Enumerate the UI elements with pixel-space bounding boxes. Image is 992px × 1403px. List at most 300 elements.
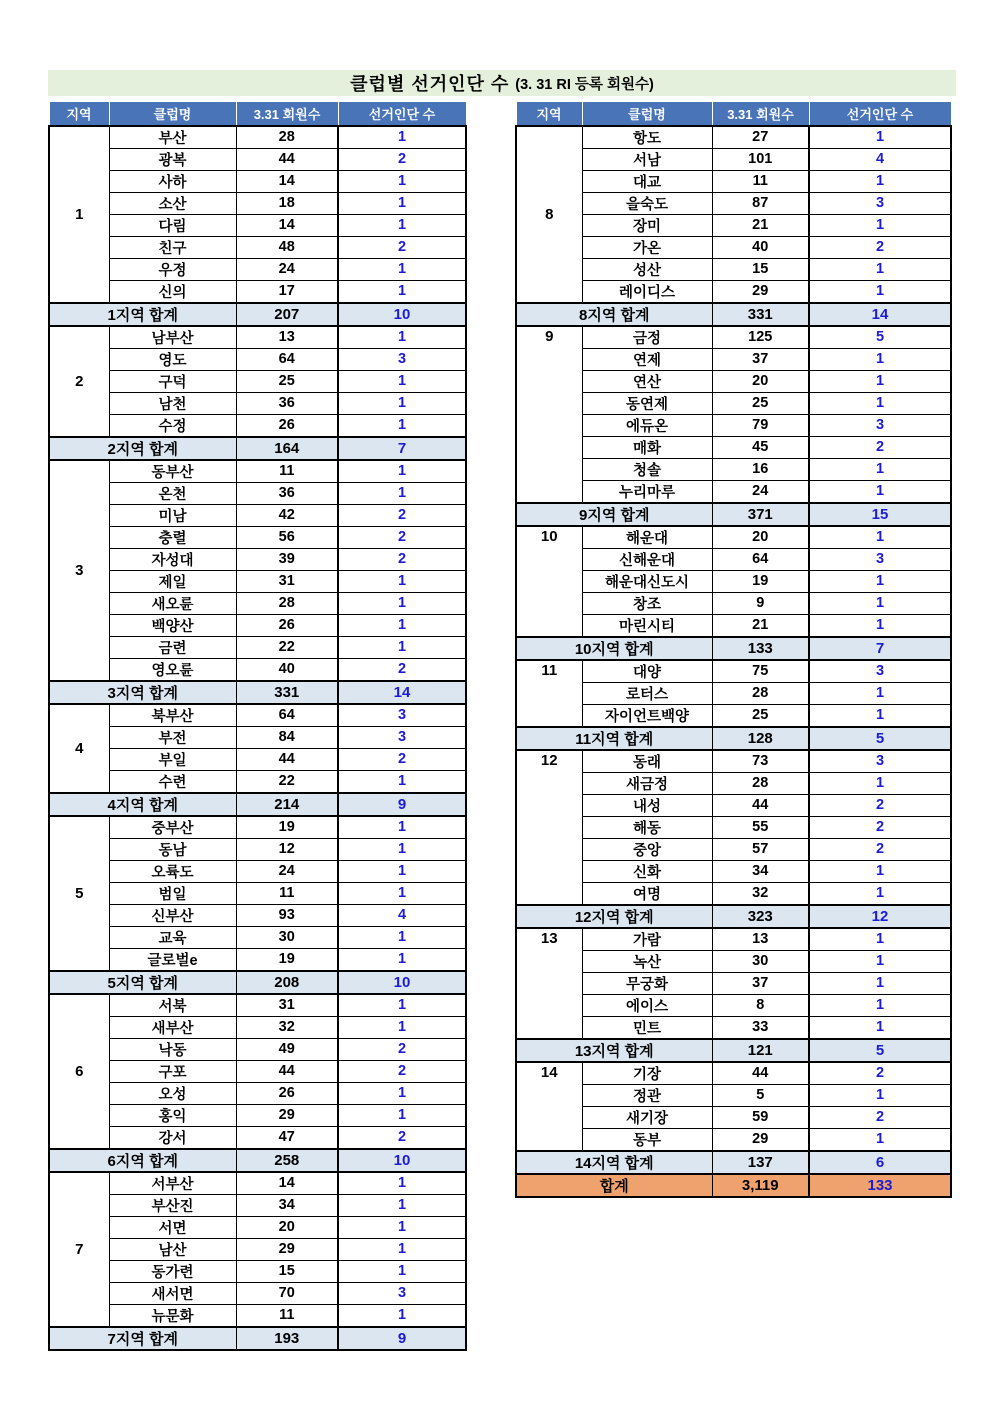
club-name-cell: 백양산 bbox=[109, 614, 236, 636]
club-row bbox=[49, 126, 466, 149]
members-cell: 84 bbox=[236, 726, 338, 748]
electors-cell: 1 bbox=[338, 170, 466, 192]
club-name-cell: 창조 bbox=[582, 592, 712, 614]
electors-cell: 1 bbox=[338, 770, 466, 793]
subtotal-members-cell: 331 bbox=[712, 303, 809, 326]
region-cell: 2 bbox=[49, 326, 109, 437]
club-row bbox=[49, 348, 466, 370]
region-cell: 4 bbox=[49, 704, 109, 793]
subtotal-members-cell: 323 bbox=[712, 905, 809, 928]
members-cell: 30 bbox=[236, 926, 338, 948]
electors-cell: 4 bbox=[338, 904, 466, 926]
club-name-cell: 강서 bbox=[109, 1126, 236, 1149]
club-row bbox=[516, 1016, 951, 1039]
members-cell: 34 bbox=[236, 1194, 338, 1216]
members-cell: 33 bbox=[712, 1016, 809, 1039]
club-row bbox=[49, 926, 466, 948]
club-name-cell: 누리마루 bbox=[582, 480, 712, 503]
subtotal-label-cell: 10지역 합계 bbox=[516, 637, 712, 660]
subtotal-members-cell: 207 bbox=[236, 303, 338, 326]
electors-cell: 1 bbox=[338, 126, 466, 149]
club-name-cell: 다림 bbox=[109, 214, 236, 236]
members-cell: 32 bbox=[236, 1016, 338, 1038]
club-name-cell: 남천 bbox=[109, 392, 236, 414]
members-cell: 22 bbox=[236, 636, 338, 658]
electors-cell: 1 bbox=[809, 348, 951, 370]
club-name-cell: 부산진 bbox=[109, 1194, 236, 1216]
club-name-cell: 신해운대 bbox=[582, 548, 712, 570]
club-row bbox=[49, 170, 466, 192]
region-cell: 6 bbox=[49, 994, 109, 1149]
club-name-cell: 서면 bbox=[109, 1216, 236, 1238]
members-cell: 24 bbox=[236, 258, 338, 280]
club-row bbox=[516, 816, 951, 838]
club-name-cell: 가온 bbox=[582, 236, 712, 258]
club-row bbox=[49, 1016, 466, 1038]
members-cell: 22 bbox=[236, 770, 338, 793]
electors-cell: 1 bbox=[338, 460, 466, 483]
club-row bbox=[516, 326, 951, 349]
club-name-cell: 글로벌e bbox=[109, 948, 236, 971]
electors-cell: 2 bbox=[809, 838, 951, 860]
club-row bbox=[516, 392, 951, 414]
electors-cell: 2 bbox=[809, 1062, 951, 1085]
members-cell: 47 bbox=[236, 1126, 338, 1149]
club-row bbox=[49, 1060, 466, 1082]
club-name-cell: 제일 bbox=[109, 570, 236, 592]
electors-cell: 4 bbox=[809, 148, 951, 170]
club-name-cell: 내성 bbox=[582, 794, 712, 816]
club-row bbox=[516, 750, 951, 773]
members-cell: 11 bbox=[236, 882, 338, 904]
electors-cell: 1 bbox=[338, 370, 466, 392]
club-name-cell: 온천 bbox=[109, 482, 236, 504]
electors-cell: 1 bbox=[338, 414, 466, 437]
electors-cell: 2 bbox=[338, 504, 466, 526]
club-row bbox=[516, 214, 951, 236]
title-main: 클럽별 선거인단 수 bbox=[350, 74, 510, 94]
members-cell: 34 bbox=[712, 860, 809, 882]
subtotal-electors-cell: 10 bbox=[338, 971, 466, 994]
club-name-cell: 부산 bbox=[109, 126, 236, 149]
club-row bbox=[516, 660, 951, 683]
members-cell: 24 bbox=[236, 860, 338, 882]
members-cell: 11 bbox=[236, 1304, 338, 1327]
header-members: 3.31 회원수 bbox=[236, 102, 338, 126]
members-cell: 40 bbox=[236, 658, 338, 681]
club-name-cell: 동래 bbox=[582, 750, 712, 773]
club-row bbox=[516, 682, 951, 704]
club-row bbox=[49, 994, 466, 1017]
subtotal-members-cell: 208 bbox=[236, 971, 338, 994]
members-cell: 44 bbox=[236, 1060, 338, 1082]
club-row bbox=[49, 192, 466, 214]
club-name-cell: 청솔 bbox=[582, 458, 712, 480]
members-cell: 70 bbox=[236, 1282, 338, 1304]
subtotal-row bbox=[516, 905, 951, 928]
electors-cell: 1 bbox=[338, 192, 466, 214]
electors-cell: 2 bbox=[809, 236, 951, 258]
subtotal-row bbox=[49, 437, 466, 460]
members-cell: 49 bbox=[236, 1038, 338, 1060]
club-row bbox=[516, 570, 951, 592]
club-name-cell: 항도 bbox=[582, 126, 712, 149]
club-name-cell: 성산 bbox=[582, 258, 712, 280]
electors-cell: 1 bbox=[809, 480, 951, 503]
electors-cell: 1 bbox=[338, 1104, 466, 1126]
header-club: 클럽명 bbox=[582, 102, 712, 126]
members-cell: 44 bbox=[712, 1062, 809, 1085]
club-table-left bbox=[48, 101, 467, 1351]
club-name-cell: 대교 bbox=[582, 170, 712, 192]
page-title bbox=[48, 70, 956, 96]
electors-cell: 2 bbox=[338, 148, 466, 170]
subtotal-row bbox=[49, 1149, 466, 1172]
club-name-cell: 가람 bbox=[582, 928, 712, 951]
club-row bbox=[516, 170, 951, 192]
members-cell: 15 bbox=[236, 1260, 338, 1282]
club-row bbox=[49, 526, 466, 548]
subtotal-electors-cell: 9 bbox=[338, 793, 466, 816]
electors-cell: 2 bbox=[809, 794, 951, 816]
subtotal-row bbox=[516, 303, 951, 326]
members-cell: 26 bbox=[236, 1082, 338, 1104]
club-name-cell: 동연제 bbox=[582, 392, 712, 414]
members-cell: 13 bbox=[712, 928, 809, 951]
electors-cell: 1 bbox=[338, 392, 466, 414]
electors-cell: 1 bbox=[809, 280, 951, 303]
electors-cell: 1 bbox=[809, 258, 951, 280]
subtotal-label-cell: 14지역 합계 bbox=[516, 1151, 712, 1174]
subtotal-members-cell: 121 bbox=[712, 1039, 809, 1062]
club-name-cell: 영도 bbox=[109, 348, 236, 370]
electors-cell: 3 bbox=[338, 726, 466, 748]
club-row bbox=[49, 614, 466, 636]
club-name-cell: 새금정 bbox=[582, 772, 712, 794]
club-row bbox=[49, 1260, 466, 1282]
members-cell: 21 bbox=[712, 214, 809, 236]
electors-cell: 5 bbox=[809, 326, 951, 349]
members-cell: 36 bbox=[236, 482, 338, 504]
club-name-cell: 마린시티 bbox=[582, 614, 712, 637]
club-row bbox=[516, 458, 951, 480]
club-name-cell: 새오륜 bbox=[109, 592, 236, 614]
electors-cell: 1 bbox=[338, 838, 466, 860]
club-row bbox=[49, 816, 466, 839]
club-row bbox=[49, 770, 466, 793]
electors-cell: 1 bbox=[809, 950, 951, 972]
club-name-cell: 을숙도 bbox=[582, 192, 712, 214]
subtotal-electors-cell: 12 bbox=[809, 905, 951, 928]
electors-cell: 1 bbox=[338, 1172, 466, 1195]
header-region: 지역 bbox=[49, 102, 109, 126]
club-row bbox=[516, 414, 951, 436]
electors-cell: 1 bbox=[338, 1260, 466, 1282]
subtotal-electors-cell: 14 bbox=[809, 303, 951, 326]
electors-cell: 1 bbox=[338, 570, 466, 592]
subtotal-row bbox=[49, 681, 466, 704]
club-row bbox=[516, 348, 951, 370]
club-row bbox=[516, 994, 951, 1016]
region-cell: 5 bbox=[49, 816, 109, 971]
members-cell: 36 bbox=[236, 392, 338, 414]
electors-cell: 1 bbox=[338, 994, 466, 1017]
subtotal-members-cell: 133 bbox=[712, 637, 809, 660]
members-cell: 20 bbox=[712, 526, 809, 549]
club-name-cell: 광복 bbox=[109, 148, 236, 170]
subtotal-label-cell: 13지역 합계 bbox=[516, 1039, 712, 1062]
members-cell: 37 bbox=[712, 972, 809, 994]
club-name-cell: 신의 bbox=[109, 280, 236, 303]
subtotal-row bbox=[49, 971, 466, 994]
members-cell: 64 bbox=[236, 704, 338, 727]
club-name-cell: 해동 bbox=[582, 816, 712, 838]
club-row bbox=[516, 592, 951, 614]
club-row bbox=[49, 504, 466, 526]
electors-cell: 1 bbox=[809, 370, 951, 392]
region-cell: 1 bbox=[49, 126, 109, 303]
club-name-cell: 중앙 bbox=[582, 838, 712, 860]
header-electors: 선거인단 수 bbox=[338, 102, 466, 126]
club-row bbox=[516, 1062, 951, 1085]
electors-cell: 1 bbox=[338, 926, 466, 948]
region-cell: 12 bbox=[516, 750, 582, 905]
members-cell: 44 bbox=[712, 794, 809, 816]
members-cell: 44 bbox=[236, 148, 338, 170]
members-cell: 59 bbox=[712, 1106, 809, 1128]
members-cell: 42 bbox=[236, 504, 338, 526]
members-cell: 11 bbox=[236, 460, 338, 483]
members-cell: 31 bbox=[236, 994, 338, 1017]
electors-cell: 1 bbox=[809, 392, 951, 414]
subtotal-row bbox=[516, 503, 951, 526]
members-cell: 25 bbox=[236, 370, 338, 392]
club-row bbox=[49, 1082, 466, 1104]
grand-total-label-cell: 합계 bbox=[516, 1174, 712, 1197]
electors-cell: 1 bbox=[809, 126, 951, 149]
members-cell: 11 bbox=[712, 170, 809, 192]
subtotal-members-cell: 128 bbox=[712, 727, 809, 750]
club-row bbox=[49, 592, 466, 614]
club-name-cell: 낙동 bbox=[109, 1038, 236, 1060]
grand-total-members-cell: 3,119 bbox=[712, 1174, 809, 1197]
electors-cell: 1 bbox=[809, 458, 951, 480]
club-name-cell: 해운대 bbox=[582, 526, 712, 549]
subtotal-electors-cell: 7 bbox=[809, 637, 951, 660]
club-name-cell: 소산 bbox=[109, 192, 236, 214]
electors-cell: 1 bbox=[338, 1016, 466, 1038]
electors-cell: 2 bbox=[809, 1106, 951, 1128]
club-name-cell: 오성 bbox=[109, 1082, 236, 1104]
club-name-cell: 자성대 bbox=[109, 548, 236, 570]
electors-cell: 1 bbox=[338, 258, 466, 280]
club-row bbox=[49, 548, 466, 570]
club-name-cell: 자이언트백양 bbox=[582, 704, 712, 727]
electors-cell: 1 bbox=[338, 592, 466, 614]
members-cell: 17 bbox=[236, 280, 338, 303]
club-row bbox=[49, 236, 466, 258]
members-cell: 28 bbox=[712, 682, 809, 704]
club-name-cell: 친구 bbox=[109, 236, 236, 258]
members-cell: 32 bbox=[712, 882, 809, 905]
members-cell: 48 bbox=[236, 236, 338, 258]
electors-cell: 1 bbox=[338, 636, 466, 658]
electors-cell: 1 bbox=[809, 214, 951, 236]
electors-cell: 1 bbox=[809, 772, 951, 794]
electors-cell: 1 bbox=[338, 1238, 466, 1260]
club-name-cell: 사하 bbox=[109, 170, 236, 192]
subtotal-members-cell: 331 bbox=[236, 681, 338, 704]
subtotal-label-cell: 2지역 합계 bbox=[49, 437, 236, 460]
club-name-cell: 서부산 bbox=[109, 1172, 236, 1195]
club-name-cell: 교육 bbox=[109, 926, 236, 948]
electors-cell: 1 bbox=[809, 972, 951, 994]
club-row bbox=[49, 1172, 466, 1195]
members-cell: 24 bbox=[712, 480, 809, 503]
club-name-cell: 새기장 bbox=[582, 1106, 712, 1128]
members-cell: 29 bbox=[712, 1128, 809, 1151]
club-name-cell: 여명 bbox=[582, 882, 712, 905]
members-cell: 26 bbox=[236, 614, 338, 636]
members-cell: 40 bbox=[712, 236, 809, 258]
electors-cell: 2 bbox=[338, 526, 466, 548]
electors-cell: 1 bbox=[809, 994, 951, 1016]
club-name-cell: 연산 bbox=[582, 370, 712, 392]
club-name-cell: 매화 bbox=[582, 436, 712, 458]
subtotal-row bbox=[516, 1151, 951, 1174]
club-row bbox=[516, 1128, 951, 1151]
members-cell: 30 bbox=[712, 950, 809, 972]
members-cell: 125 bbox=[712, 326, 809, 349]
club-row bbox=[516, 614, 951, 637]
members-cell: 39 bbox=[236, 548, 338, 570]
club-name-cell: 부일 bbox=[109, 748, 236, 770]
club-table-right bbox=[515, 101, 952, 1198]
subtotal-members-cell: 371 bbox=[712, 503, 809, 526]
electors-cell: 3 bbox=[338, 1282, 466, 1304]
club-row bbox=[516, 704, 951, 727]
electors-cell: 3 bbox=[338, 704, 466, 727]
subtotal-electors-cell: 6 bbox=[809, 1151, 951, 1174]
members-cell: 29 bbox=[236, 1238, 338, 1260]
club-name-cell: 장미 bbox=[582, 214, 712, 236]
electors-cell: 3 bbox=[809, 192, 951, 214]
members-cell: 27 bbox=[712, 126, 809, 149]
region-cell: 8 bbox=[516, 126, 582, 303]
members-cell: 101 bbox=[712, 148, 809, 170]
header-region: 지역 bbox=[516, 102, 582, 126]
electors-cell: 2 bbox=[809, 436, 951, 458]
electors-cell: 1 bbox=[338, 860, 466, 882]
club-name-cell: 동남 bbox=[109, 838, 236, 860]
electors-cell: 1 bbox=[809, 682, 951, 704]
subtotal-label-cell: 5지역 합계 bbox=[49, 971, 236, 994]
electors-cell: 3 bbox=[809, 750, 951, 773]
club-name-cell: 무궁화 bbox=[582, 972, 712, 994]
club-row bbox=[516, 1084, 951, 1106]
club-name-cell: 대양 bbox=[582, 660, 712, 683]
club-row bbox=[516, 236, 951, 258]
header-row bbox=[49, 102, 466, 126]
header-electors: 선거인단 수 bbox=[809, 102, 951, 126]
club-row bbox=[49, 482, 466, 504]
club-row bbox=[49, 748, 466, 770]
club-row bbox=[49, 392, 466, 414]
electors-cell: 1 bbox=[809, 614, 951, 637]
members-cell: 45 bbox=[712, 436, 809, 458]
electors-cell: 1 bbox=[338, 1082, 466, 1104]
club-name-cell: 홍익 bbox=[109, 1104, 236, 1126]
members-cell: 87 bbox=[712, 192, 809, 214]
club-name-cell: 민트 bbox=[582, 1016, 712, 1039]
electors-cell: 2 bbox=[338, 548, 466, 570]
club-name-cell: 동부 bbox=[582, 1128, 712, 1151]
club-row bbox=[49, 704, 466, 727]
electors-cell: 2 bbox=[338, 748, 466, 770]
members-cell: 64 bbox=[712, 548, 809, 570]
members-cell: 5 bbox=[712, 1084, 809, 1106]
club-row bbox=[516, 280, 951, 303]
members-cell: 25 bbox=[712, 392, 809, 414]
members-cell: 20 bbox=[236, 1216, 338, 1238]
club-row bbox=[516, 928, 951, 951]
club-row bbox=[516, 838, 951, 860]
club-row bbox=[49, 636, 466, 658]
club-row bbox=[49, 1216, 466, 1238]
club-row bbox=[49, 1282, 466, 1304]
electors-cell: 2 bbox=[338, 658, 466, 681]
club-row bbox=[516, 436, 951, 458]
club-row bbox=[49, 570, 466, 592]
club-name-cell: 동가련 bbox=[109, 1260, 236, 1282]
region-cell: 13 bbox=[516, 928, 582, 1039]
header-members: 3.31 회원수 bbox=[712, 102, 809, 126]
club-name-cell: 정관 bbox=[582, 1084, 712, 1106]
members-cell: 75 bbox=[712, 660, 809, 683]
electors-cell: 2 bbox=[809, 816, 951, 838]
club-row bbox=[49, 838, 466, 860]
club-name-cell: 수정 bbox=[109, 414, 236, 437]
club-name-cell: 미남 bbox=[109, 504, 236, 526]
club-row bbox=[49, 1104, 466, 1126]
electors-cell: 3 bbox=[809, 548, 951, 570]
club-name-cell: 중부산 bbox=[109, 816, 236, 839]
subtotal-electors-cell: 10 bbox=[338, 303, 466, 326]
club-row bbox=[49, 1126, 466, 1149]
club-name-cell: 구포 bbox=[109, 1060, 236, 1082]
members-cell: 56 bbox=[236, 526, 338, 548]
club-name-cell: 녹산 bbox=[582, 950, 712, 972]
subtotal-members-cell: 137 bbox=[712, 1151, 809, 1174]
subtotal-row bbox=[516, 637, 951, 660]
club-name-cell: 구덕 bbox=[109, 370, 236, 392]
members-cell: 19 bbox=[712, 570, 809, 592]
subtotal-electors-cell: 7 bbox=[338, 437, 466, 460]
electors-cell: 3 bbox=[809, 660, 951, 683]
club-row bbox=[49, 326, 466, 349]
club-name-cell: 남부산 bbox=[109, 326, 236, 349]
subtotal-label-cell: 8지역 합계 bbox=[516, 303, 712, 326]
members-cell: 14 bbox=[236, 170, 338, 192]
electors-cell: 1 bbox=[338, 214, 466, 236]
club-row bbox=[516, 258, 951, 280]
electors-cell: 2 bbox=[338, 1060, 466, 1082]
club-name-cell: 부전 bbox=[109, 726, 236, 748]
members-cell: 93 bbox=[236, 904, 338, 926]
members-cell: 44 bbox=[236, 748, 338, 770]
club-row bbox=[516, 972, 951, 994]
subtotal-label-cell: 3지역 합계 bbox=[49, 681, 236, 704]
